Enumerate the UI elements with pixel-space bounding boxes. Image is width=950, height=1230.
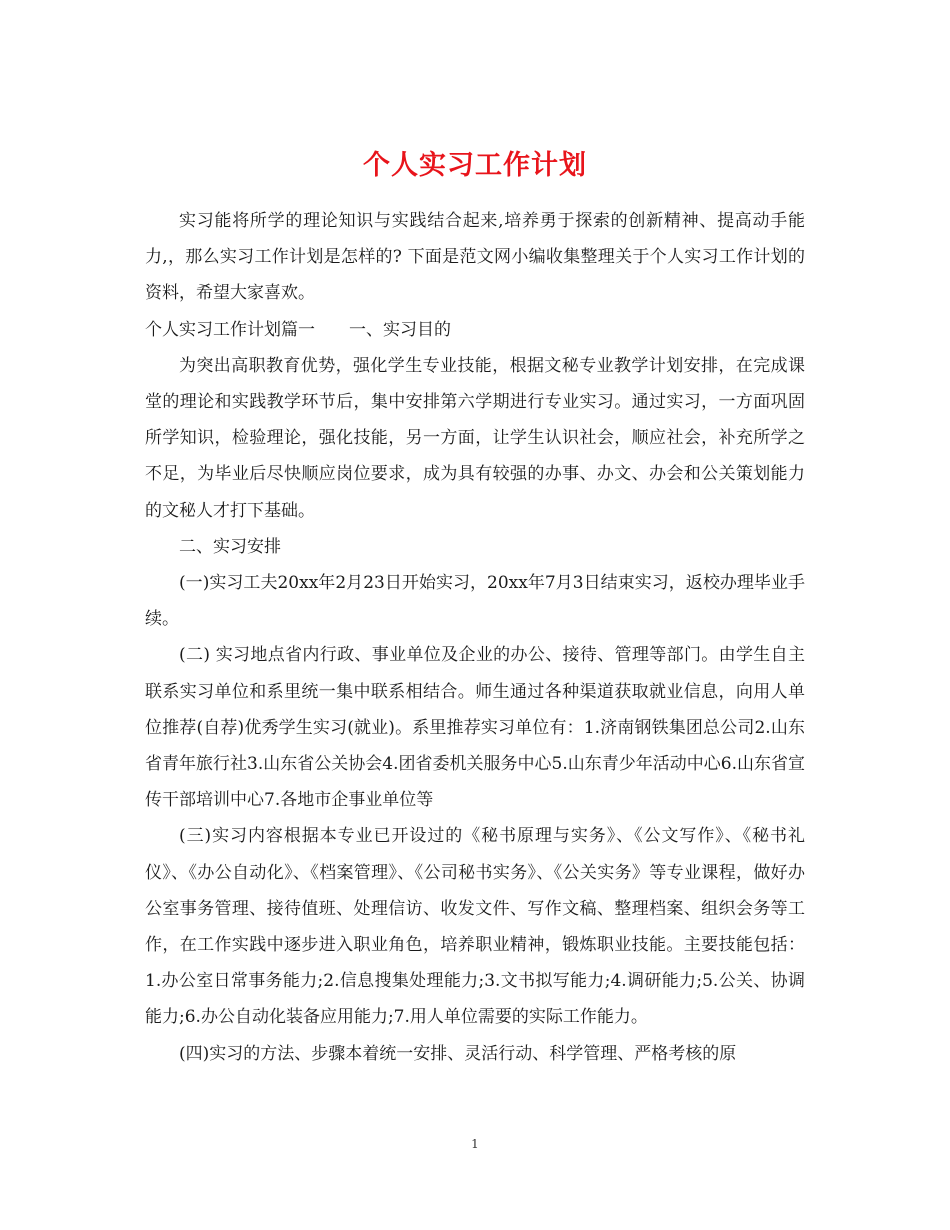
page-number: 1 — [471, 1137, 479, 1151]
document-body — [145, 203, 805, 1072]
section-heading-arrangement: 二、实习安排 — [179, 536, 281, 557]
document-title: 个人实习工作计划 — [363, 150, 587, 182]
section-heading-plan-one: 个人实习工作计划篇一 一、实习目的 — [145, 319, 451, 340]
paragraph-intro: 实习能将所学的理论知识与实践结合起来,培养勇于探索的创新精神、提高动手能力,，那么实习工作计划是怎样的? 下面是范文网小编收集整理关于个人实习工作计划的资料，希望大家喜欢。 — [145, 211, 805, 304]
paragraph-content: (三)实习内容根据本专业已开设过的《秘书原理与实务》、《公文写作》、《秘书礼仪》、《办公自动化》、《档案管理》、《公司秘书实务》、《公关实务》等专业课程，做好办公室事务管理、接待值班、处理信访、收发文件、写作文稿、整理档案、组织会务等工作，在工作实践中逐步进入职业角色，培养职业精神，锻炼职业技能。主要技能包括：1.办公室日常事务能力;2.信息搜集处理能力;3.文书拟写能力;4.调研能力;5.公关、协调能力;6.办公自动化装备应用能力;7.用人单位需要的实际工作能力。 — [145, 826, 805, 1028]
paragraph-method: (四)实习的方法、步骤本着统一安排、灵活行动、科学管理、严格考核的原 — [179, 1043, 737, 1064]
paragraph-location: (二) 实习地点省内行政、事业单位及企业的办公、接待、管理等部门。由学生自主联系实习单位和系里统一集中联系相结合。师生通过各种渠道获取就业信息，向用人单位推荐(自荐)优秀学生实习(就业)。系里推荐实习单位有：1.济南钢铁集团总公司2.山东省青年旅行社3.山东省公关协会4.团省委机关服务中心5.山东青少年活动中心6.山东省宣传干部培训中心7.各地市企事业单位等 — [145, 645, 805, 811]
paragraph-purpose: 为突出高职教育优势，强化学生专业技能，根据文秘专业教学计划安排，在完成课堂的理论和实践教学环节后，集中安排第六学期进行专业实习。通过实习，一方面巩固所学知识，检验理论，强化技能，另一方面，让学生认识社会，顺应社会，补充所学之不足，为毕业后尽快顺应岗位要求，成为具有较强的办事、办文、办会和公关策划能力的文秘人才打下基础。 — [145, 355, 805, 521]
paragraph-time: (一)实习工夫20xx年2月23日开始实习，20xx年7月3日结束实习，返校办理毕业手续。 — [145, 573, 805, 630]
